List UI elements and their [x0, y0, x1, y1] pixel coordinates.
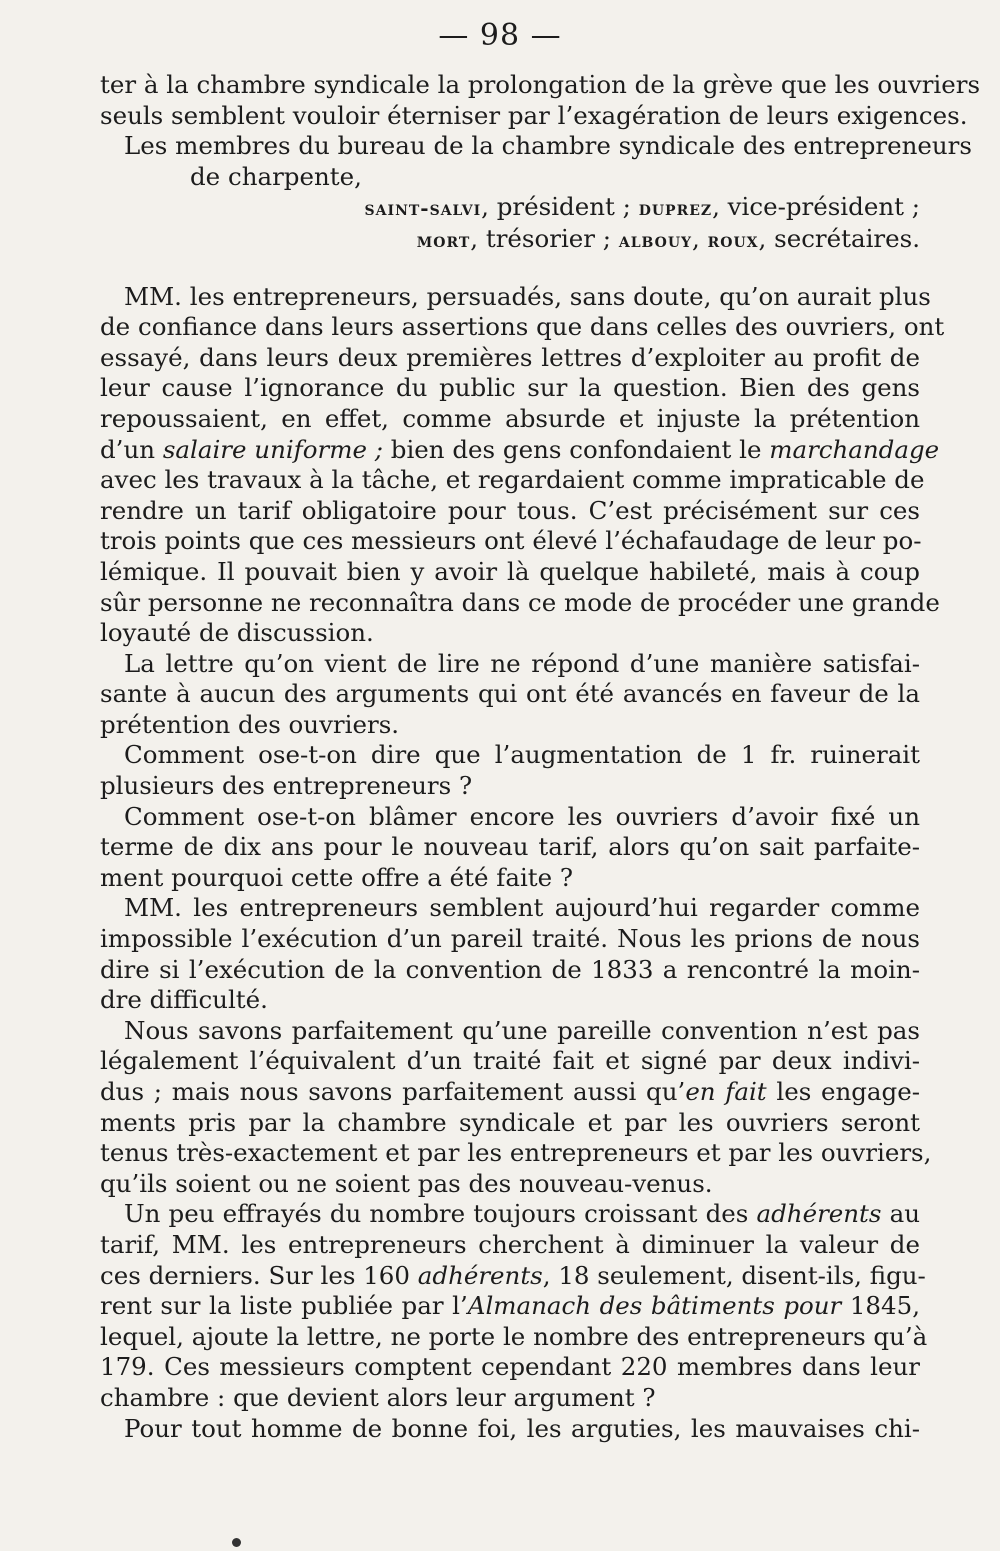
signatory-name: duprez — [638, 196, 713, 221]
text-line: tenus très-exactement et par les entrepreneurs et par les ouvriers, — [100, 1138, 932, 1168]
text-line: prétention des ouvriers. — [100, 709, 400, 739]
text-run: , 18 seulement, disent-ils, figu- — [542, 1260, 926, 1290]
text-line: légalement l’équivalent d’un traité fait et signé par deux indivi- — [100, 1046, 920, 1076]
text-line: qu’ils soient ou ne soient pas des nouveau-venus. — [100, 1168, 713, 1198]
text-run: dus ; mais nous savons parfaitement aussi qu’ — [100, 1077, 686, 1106]
text-line: sûr personne ne reconnaîtra dans ce mode de procéder une grande — [100, 587, 940, 617]
text-line: sante à aucun des arguments qui ont été avancés en faveur de la — [100, 679, 920, 709]
signatory-role: , président ; — [481, 192, 631, 222]
text-line: essayé, dans leurs deux premières lettres d’exploiter au profit de — [100, 342, 920, 372]
text-run: ces derniers. Sur les 160 — [100, 1260, 410, 1290]
separator: , — [692, 223, 700, 253]
signatory-name: mort — [416, 227, 471, 252]
text-line: dire si l’exécution de la convention de 1833 a rencontré la moin- — [100, 954, 920, 984]
text-line: ments pris par la chambre syndicale et par les ouvriers seront — [100, 1107, 920, 1137]
text-line — [100, 1077, 920, 1108]
signature-line — [100, 224, 920, 256]
text-line: ment pourquoi cette offre a été faite ? — [100, 862, 574, 892]
text-line: Pour tout homme de bonne foi, les arguties, les mauvaises chi- — [124, 1413, 920, 1443]
text-line: tarif, MM. les entrepreneurs cherchent à diminuer la valeur de — [100, 1229, 920, 1259]
paragraph-gap — [100, 256, 920, 282]
text-line — [100, 1199, 920, 1230]
text-line: Comment ose-t-on blâmer encore les ouvriers d’avoir fixé un — [124, 801, 920, 831]
text-run: d’un — [100, 434, 156, 464]
signatory-role: , vice-président ; — [712, 192, 920, 222]
text-line: plusieurs des entrepreneurs ? — [100, 771, 473, 801]
text-line: chambre : que devient alors leur argument ? — [100, 1382, 656, 1412]
text-line: MM. les entrepreneurs, persuadés, sans doute, qu’on aurait plus — [124, 281, 931, 311]
text-line: terme de dix ans pour le nouveau tarif, alors qu’on sait parfaite- — [100, 832, 920, 862]
signature-line — [100, 192, 920, 224]
text-line: Nous savons parfaitement qu’une pareille convention n’est pas — [124, 1015, 920, 1045]
text-line: de charpente, — [190, 161, 362, 191]
italic-run: salaire uniforme ; — [162, 434, 383, 464]
text-line: 179. Ces messieurs comptent cependant 220 membres dans leur — [100, 1352, 920, 1382]
text-line: avec les travaux à la tâche, et regardaient comme impraticable de — [100, 465, 925, 495]
text-line: repoussaient, en effet, comme absurde et injuste la prétention — [100, 403, 920, 433]
text-line: dre difficulté. — [100, 985, 268, 1015]
text-run: 1845, — [841, 1291, 920, 1321]
text-line: leur cause l’ignorance du public sur la question. Bien des gens — [100, 373, 920, 403]
text-line — [100, 1291, 920, 1322]
text-line: lémique. Il pouvait bien y avoir là quelque habileté, mais à coup — [100, 556, 920, 586]
text-line: rendre un tarif obligatoire pour tous. C’est précisément sur ces — [100, 495, 920, 525]
text-line: MM. les entrepreneurs semblent aujourd’hui regarder comme — [124, 893, 920, 923]
text-line: loyauté de discussion. — [100, 618, 374, 648]
italic-run: en fait — [685, 1077, 767, 1106]
text-line — [100, 1260, 926, 1292]
page-number: — 98 — — [438, 18, 562, 53]
italic-run: Almanach des bâtiments pour — [467, 1291, 842, 1321]
text-line — [100, 434, 940, 466]
text-line: Comment ose-t-on dire que l’augmentation de 1 fr. ruinerait — [124, 740, 920, 770]
italic-run: adhérents — [756, 1199, 882, 1229]
text-run: bien des gens confondaient le — [390, 434, 762, 464]
text-line: trois points que ces messieurs ont élevé l’échafaudage de leur po- — [100, 526, 922, 556]
text-line: La lettre qu’on vient de lire ne répond d’une manière satisfai- — [124, 648, 920, 678]
signatory-name: albouy — [618, 227, 693, 252]
signatory-name: saint-salvi — [364, 196, 482, 221]
text-line: impossible l’exécution d’un pareil traité. Nous les prions de nous — [100, 924, 920, 954]
text-line: lequel, ajoute la lettre, ne porte le nombre des entrepreneurs qu’à — [100, 1321, 928, 1351]
text-run: Un peu effrayés du nombre toujours croissant des — [124, 1199, 749, 1229]
signatory-role: , trésorier ; — [470, 223, 612, 253]
text-line: seuls semblent vouloir éterniser par l’exagération de leurs exigences. — [100, 100, 968, 130]
text-line: Les membres du bureau de la chambre syndicale des entrepreneurs — [124, 131, 972, 161]
signatory-role: , secrétaires. — [758, 223, 920, 253]
italic-run: marchandage — [769, 434, 940, 464]
text-run: rent sur la liste publiée par l’ — [100, 1291, 468, 1321]
text-run: les engage- — [766, 1077, 921, 1106]
body-text — [100, 70, 981, 1444]
signatory-name: roux — [707, 227, 759, 252]
text-line: de confiance dans leurs assertions que dans celles des ouvriers, ont — [100, 312, 945, 342]
ink-spot — [232, 1538, 241, 1547]
italic-run: adhérents — [417, 1260, 543, 1290]
text-run: au — [881, 1199, 920, 1229]
text-line: ter à la chambre syndicale la prolongation de la grève que les ouvriers — [100, 70, 981, 99]
